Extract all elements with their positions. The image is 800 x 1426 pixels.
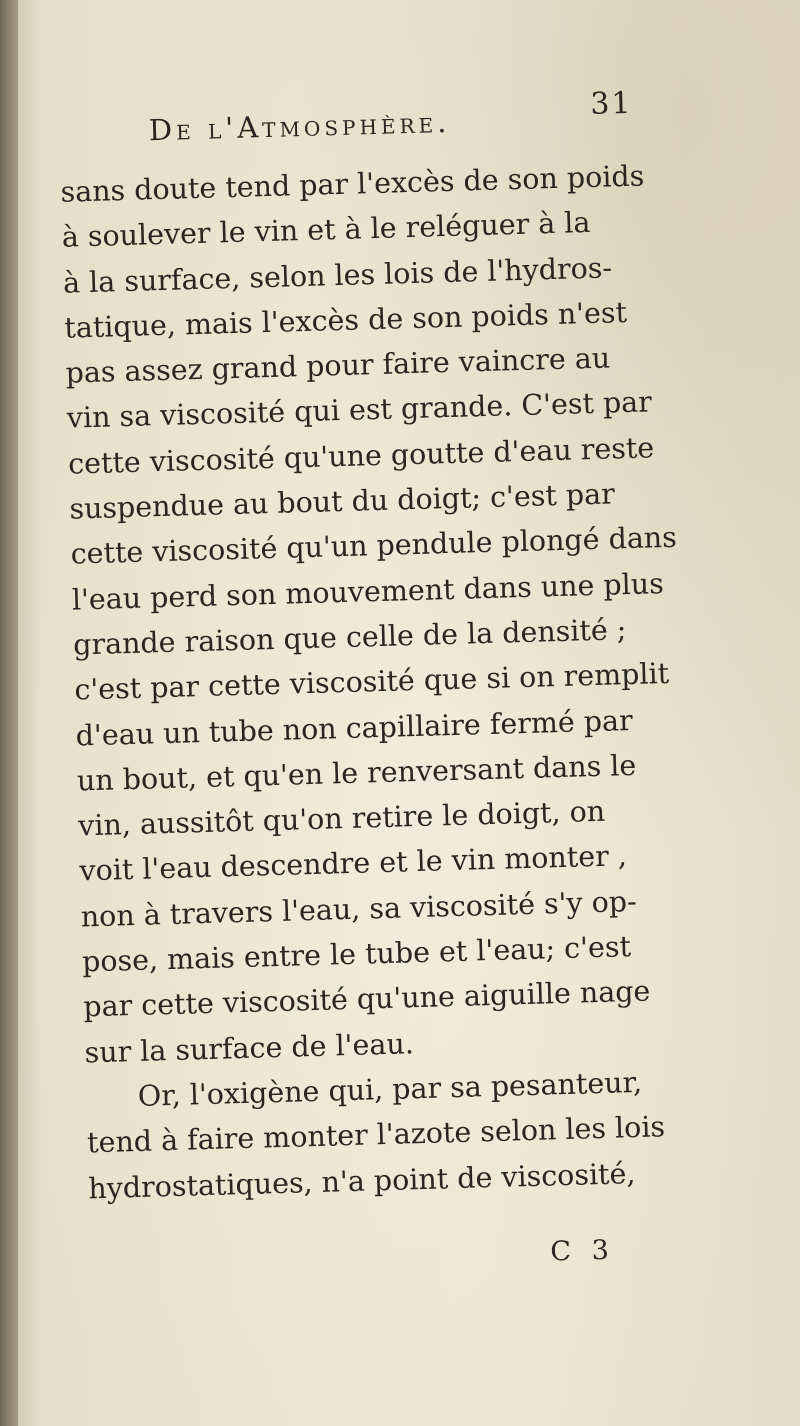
text-line: cette viscosité qu'une goutte d'eau reste bbox=[67, 431, 655, 481]
text-line: pose, mais entre le tube et l'eau; c'est bbox=[81, 930, 632, 979]
paragraph-1 bbox=[60, 152, 707, 1075]
text-line: sur la surface de l'eau. bbox=[84, 1026, 415, 1070]
text-line: c'est par cette viscosité que si on remplit bbox=[74, 657, 670, 707]
signature-mark: C 3 bbox=[549, 1234, 616, 1268]
text-block bbox=[50, 82, 711, 1268]
text-line: d'eau un tube non capillaire fermé par bbox=[75, 703, 634, 753]
text-line: suspendue au bout du doigt; c'est par bbox=[68, 477, 616, 526]
text-line: voit l'eau descendre et le vin monter , bbox=[79, 839, 628, 888]
running-head: De l'Atmosphère. bbox=[148, 104, 451, 148]
text-line: tend à faire monter l'azote selon les lois bbox=[86, 1110, 666, 1160]
text-line: vin sa viscosité qui est grande. C'est par bbox=[66, 385, 653, 436]
paragraph-2 bbox=[85, 1058, 711, 1211]
text-line: sans doute tend par l'excès de son poids bbox=[60, 159, 645, 209]
text-line: cette viscosité qu'un pendule plongé dans bbox=[70, 521, 678, 571]
page-gutter-shadow bbox=[0, 0, 18, 1426]
text-line: hydrostatiques, n'a point de viscosité, bbox=[87, 1156, 636, 1205]
text-line: pas assez grand pour faire vaincre au bbox=[65, 341, 611, 390]
text-line: Or, l'oxigène qui, par sa pesanteur, bbox=[137, 1065, 643, 1113]
text-line: tatique, mais l'excès de son poids n'est bbox=[63, 295, 628, 345]
text-line: l'eau perd son mouvement dans une plus bbox=[71, 566, 665, 617]
text-line: vin, aussitôt qu'on retire le doigt, on bbox=[77, 794, 606, 843]
page-number: 31 bbox=[589, 85, 633, 122]
text-line: grande raison que celle de la densité ; bbox=[72, 613, 627, 662]
text-line: par cette viscosité qu'une aiguille nage bbox=[82, 974, 651, 1024]
text-line: un bout, et qu'en le renversant dans le bbox=[76, 748, 637, 798]
text-line: non à travers l'eau, sa viscosité s'y op- bbox=[80, 884, 638, 934]
text-line: à soulever le vin et à le reléguer à la bbox=[61, 206, 591, 255]
text-line: à la surface, selon les lois de l'hydros- bbox=[62, 250, 613, 300]
